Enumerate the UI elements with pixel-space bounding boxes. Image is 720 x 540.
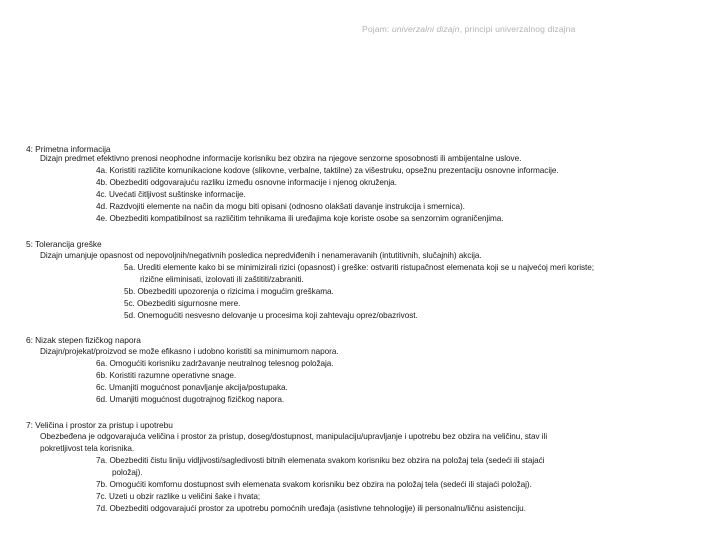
section-4-intro: Dizajn predmet efektivno prenosi neophodne informacije korisniku bez obzira na njegove senzorne sposobnosti ili ambijentalne uslove. (40, 154, 522, 163)
section-6-title: 6: Nizak stepen fizičkog napora (26, 335, 141, 345)
section-4-item-b: 4b. Obezbediti odgovarajuću razliku između osnovne informacije i njenog okruženja. (96, 178, 397, 187)
section-4-item-e: 4e. Obezbediti kompatibilnost sa različitim tehnikama ili uređajima koje koriste osobe sa senzornim ograničenjima. (96, 214, 504, 223)
section-5-item-a-cont: rizične eliminisati, izolovati ili zaštititi/zabraniti. (140, 275, 304, 284)
section-6-intro: Dizajn/projekat/proizvod se može efikasno i udobno koristiti sa minimumom napora. (40, 347, 339, 356)
slide-header (362, 24, 712, 34)
section-6-item-d: 6d. Umanjiti mogućnost dugotrajnog fizičkog napora. (96, 395, 285, 404)
section-5-item-b: 5b. Obezbediti upozorenja o rizicima i mogućim greškama. (124, 287, 334, 296)
section-7-intro: Obezbeđena je odgovarajuća veličina i prostor za pristup, doseg/dostupnost, manipulaciju/upravljanje i upotrebu bez obzira na veličinu, stav ili (40, 432, 548, 441)
section-7-item-d: 7d. Obezbediti odgovarajući prostor za upotrebu pomoćnih uređaja (asistivne tehnologije) ili personalnu/ličnu asistenciju. (96, 504, 526, 513)
section-5-item-a: 5a. Urediti elemente kako bi se minimizirali rizici (opasnost) i greške: ostvariti ristupačnost elemenata koji se u najvećoj meri koriste; (124, 263, 594, 272)
section-4-item-a: 4a. Koristiti različite komunikacione kodove (slikovne, verbalne, taktilne) za višestruku, opsežnu prezentaciju osnovne informacije. (96, 166, 559, 175)
section-6-item-c: 6c. Umanjiti mogućnost ponavljanje akcija/postupaka. (96, 383, 288, 392)
header-prefix: Pojam: (362, 24, 392, 34)
section-4-item-c: 4c. Uvećati čitljivost suštinske informacije. (96, 190, 246, 199)
section-4-title: 4: Primetna informacija (26, 144, 111, 154)
section-5-item-d: 5d. Onemogućiti nesvesno delovanje u procesima koji zahtevaju oprez/obazrivost. (124, 311, 418, 320)
section-5-title: 5: Tolerancija greške (26, 239, 102, 249)
header-suffix: , principi univerzalnog dizajna (459, 24, 576, 34)
header-term: univerzalni dizajn (391, 24, 460, 34)
section-7-intro-cont: pokretljivost tela korisnika. (40, 444, 135, 453)
section-7-item-a-cont: položaj). (112, 468, 143, 477)
section-6-item-a: 6a. Omogućiti korisniku zadržavanje neutralnog telesnog položaja. (96, 359, 334, 368)
section-7-item-a: 7a. Obezbediti čistu liniju vidljivosti/sagledivosti bitnih elemenata svakom korisniku bez obzira na položaj tela (sedeći ili stajaći (96, 456, 545, 465)
section-7-title: 7: Veličina i prostor za pristup i upotrebu (26, 420, 173, 430)
section-5-item-c: 5c. Obezbediti sigurnosne mere. (124, 299, 241, 308)
section-5-intro: Dizajn umanjuje opasnost od nepovoljnih/negativnih posledica nepredviđenih i nenameravanih (intutitivnih, slučajnih) akcija. (40, 251, 482, 260)
section-7-item-b: 7b. Omogućiti komfornu dostupnost svih elemenata svakom korisniku bez obzira na položaj tela (sedeći ili stajaći položaj). (96, 480, 532, 489)
section-7-item-c: 7c. Uzeti u obzir razlike u veličini šake i hvata; (96, 492, 261, 501)
section-4-item-d: 4d. Razdvojiti elemente na način da mogu biti opisani (odnosno olakšati davanje instrukcija i smernica). (96, 202, 465, 211)
section-6-item-b: 6b. Koristiti razumne operativne snage. (96, 371, 237, 380)
